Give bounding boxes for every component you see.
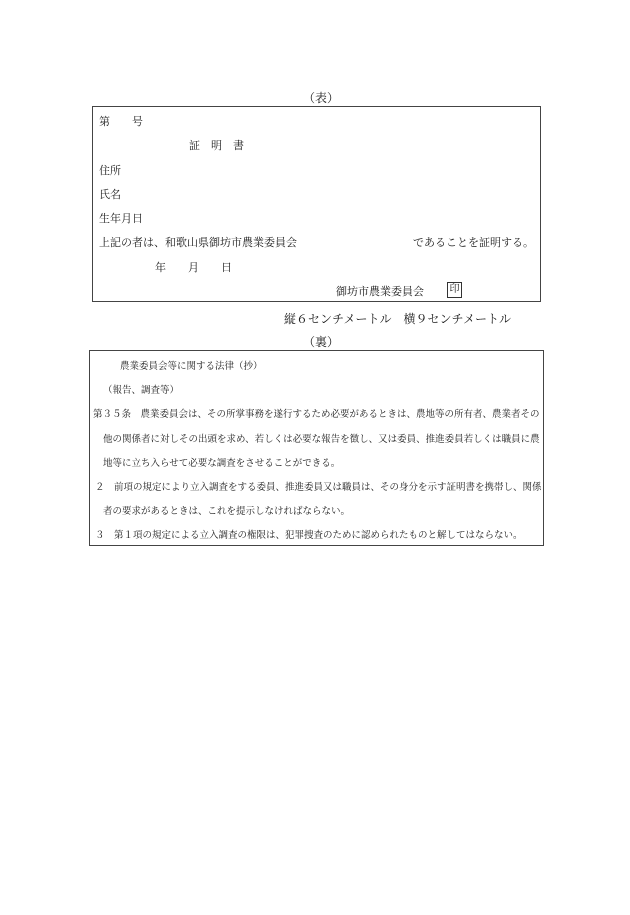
article-line-2: 他の関係者に対しその出頭を求め、若しくは必要な報告を徴し、又は委員、推進委員若しくは職員に農 (103, 434, 540, 445)
back-heading: （裏） (303, 335, 340, 349)
statement-right: であることを証明する。 (413, 236, 534, 249)
date-line: 年 月 日 (155, 261, 232, 274)
article-line-1: 第３５条 農業委員会は、その所掌事務を遂行するため必要があるときは、農地等の所有者、農業者その (93, 409, 540, 420)
article-caption: （報告、調査等） (103, 385, 180, 396)
back-law-box (89, 350, 544, 546)
seal-mark: 印 (447, 282, 462, 298)
law-title: 農業委員会等に関する法律（抄） (120, 361, 263, 372)
name-label: 氏名 (99, 188, 121, 201)
clause-3-line-1: ３ 第１項の規定による立入調査の権限は、犯罪捜査のために認められたものと解してはならない。 (95, 530, 523, 541)
front-heading: （表） (303, 91, 340, 105)
address-label: 住所 (99, 164, 121, 177)
article-line-3: 地等に立ち入らせて必要な調査をさせることができる。 (103, 458, 341, 469)
certificate-number-label: 第 号 (99, 115, 143, 128)
statement-left: 上記の者は、和歌山県御坊市農業委員会 (99, 236, 297, 249)
clause-2-line-2: 者の要求があるときは、これを提示しなければならない。 (103, 506, 351, 517)
certificate-title: 証 明 書 (189, 139, 244, 152)
birthdate-label: 生年月日 (99, 212, 143, 225)
clause-2-line-1: ２ 前項の規定により立入調査をする委員、推進委員又は職員は、その身分を示す証明書を携帯し、関係 (95, 482, 542, 493)
size-note: 縦６センチメートル 横９センチメートル (284, 312, 512, 326)
front-certificate-box (92, 106, 541, 302)
issuer-name: 御坊市農業委員会 (336, 285, 424, 298)
